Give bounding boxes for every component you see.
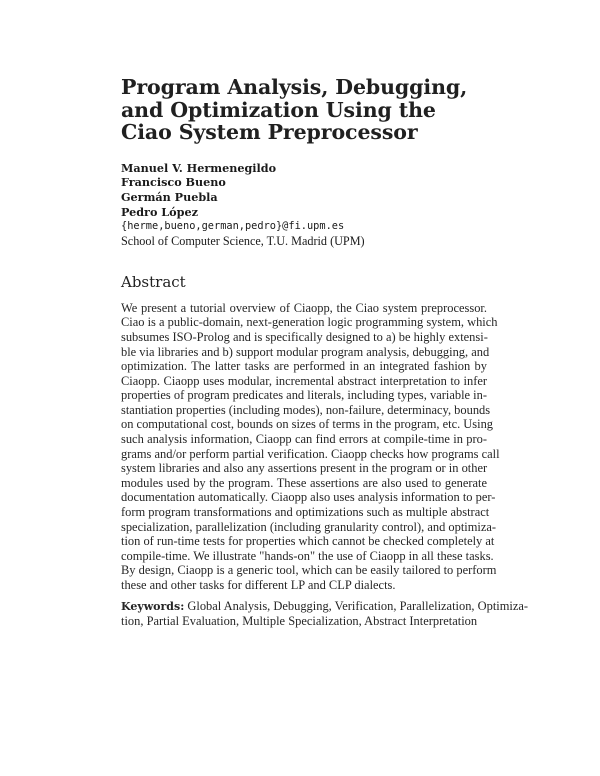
keywords-text: Global Analysis, Debugging, Verification, Parallelization, Optimiza- bbox=[187, 598, 529, 613]
keywords-block bbox=[121, 598, 529, 629]
abstract-line: Ciao is a public-domain, next-generation logic programming system, which bbox=[121, 315, 498, 330]
abstract-line: these and other tasks for different LP and CLP dialects. bbox=[121, 578, 396, 592]
author-block bbox=[121, 161, 487, 249]
abstract-line: modules used by the program. These assertions are also used to generate bbox=[121, 475, 487, 490]
abstract-line: By design, Ciaopp is a generic tool, which can be easily tailored to perform bbox=[121, 563, 497, 578]
abstract-heading: Abstract bbox=[121, 272, 186, 291]
title-line: and Optimization Using the bbox=[121, 97, 436, 122]
author-name: Francisco Bueno bbox=[121, 175, 226, 190]
paper-title bbox=[121, 76, 487, 144]
author-affiliation: School of Computer Science, T.U. Madrid (UPM) bbox=[121, 234, 365, 249]
title-line: Program Analysis, Debugging, bbox=[121, 75, 468, 99]
abstract-line: system libraries and also any assertions present in the program or in other bbox=[121, 461, 488, 476]
abstract-line: form program transformations and optimizations such as multiple abstract bbox=[121, 505, 490, 520]
author-name: Germán Puebla bbox=[121, 189, 218, 204]
abstract-body bbox=[121, 300, 500, 593]
abstract-line: documentation automatically. Ciaopp also uses analysis information to per- bbox=[121, 490, 496, 505]
abstract-line: subsumes ISO-Prolog and is specifically designed to a) be highly extensi- bbox=[121, 329, 488, 344]
abstract-line: Ciaopp. Ciaopp uses modular, incremental abstract interpretation to infer bbox=[121, 373, 487, 388]
abstract-line: tion of run-time tests for properties which cannot be checked completely at bbox=[121, 534, 495, 549]
abstract-line: ble via libraries and b) support modular program analysis, debugging, and bbox=[121, 344, 490, 359]
author-name: Pedro López bbox=[121, 204, 198, 219]
author-email: {herme,bueno,german,pedro}@fi.upm.es bbox=[121, 220, 345, 233]
abstract-line: compile-time. We illustrate "hands-on" the use of Ciaopp in all these tasks. bbox=[121, 548, 494, 563]
abstract-line: optimization. The latter tasks are performed in an integrated fashion by bbox=[121, 359, 487, 374]
abstract-line: such analysis information, Ciaopp can find errors at compile-time in pro- bbox=[121, 432, 487, 447]
abstract-line: We present a tutorial overview of Ciaopp, the Ciao system preprocessor. bbox=[121, 300, 487, 315]
abstract-line: grams and/or perform partial verification. Ciaopp checks how programs call bbox=[121, 446, 500, 461]
keywords-line: tion, Partial Evaluation, Multiple Specialization, Abstract Interpretation bbox=[121, 614, 478, 629]
abstract-line: stantiation properties (including modes), non-failure, determinacy, bounds bbox=[121, 402, 491, 417]
keywords-line bbox=[121, 598, 529, 615]
author-name: Manuel V. Hermenegildo bbox=[121, 160, 277, 175]
keywords-label: Keywords: bbox=[121, 599, 185, 613]
abstract-line: on computational cost, bounds on sizes of terms in the program, etc. Using bbox=[121, 417, 494, 432]
abstract-line: specialization, parallelization (including granularity control), and optimiza- bbox=[121, 519, 497, 534]
paper-page bbox=[121, 75, 529, 629]
title-line: Ciao System Preprocessor bbox=[121, 120, 418, 144]
abstract-line: properties of program predicates and literals, including types, variable in- bbox=[121, 388, 487, 403]
